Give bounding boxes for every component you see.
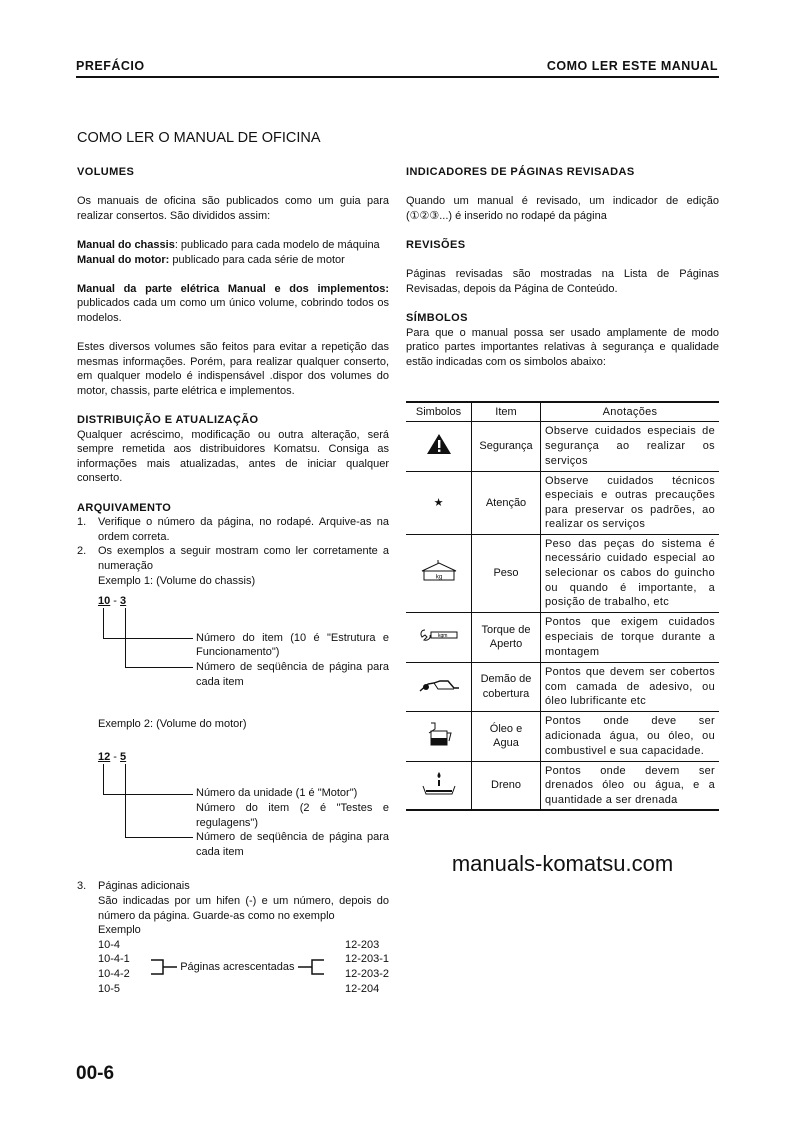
item-cell: Dreno (472, 761, 541, 810)
eletrica-text: publicados cada um como um único volume, cobrindo todos os modelos. (77, 297, 389, 324)
item-3-example: Exemplo (98, 924, 141, 937)
left-column (77, 165, 389, 996)
note-cell: Peso das peças do sistema é necessário cuidado especial ao selecionar os cabos do guincho ou quando é importante, a posição de trabalho, etc (541, 534, 720, 612)
table-row (406, 761, 719, 810)
example-2-seq: 5 (120, 750, 127, 763)
example-2-number (98, 750, 389, 765)
example-1-item: 10 (98, 595, 111, 608)
simbolos-heading: SÍMBOLOS (406, 311, 468, 324)
header-section: PREFÁCIO (76, 59, 145, 73)
example-1-label-1: Número do item (10 é "Estrutura e Funcionamento") (196, 631, 389, 659)
connector-line (125, 837, 193, 838)
example-2-unit: 12 (98, 750, 111, 763)
symbols-table (406, 401, 719, 811)
example-1-number (98, 594, 389, 609)
list-item-1 (77, 515, 389, 544)
sep: - (110, 595, 121, 608)
item-cell: Demão de cobertura (472, 662, 541, 711)
volumes-outro: Estes diversos volumes são feitos para evitar a repetição das mesmas informações. Porém, para realizar qualquer conserto, em qualquer modelo é indispensável .dispor dos volumes do motor, chassis, parte elétrica e implementos. (77, 341, 389, 397)
chassis-paragraph (77, 238, 389, 253)
drain-icon (421, 770, 457, 796)
revisoes-text: Páginas revisadas são mostradas na Lista de Páginas Revisadas, depois da Página de Conteúdo. (406, 268, 719, 295)
motor-text: publicado para cada série de motor (169, 253, 345, 266)
table-row (406, 534, 719, 612)
pages-right-list (345, 938, 389, 996)
torque-wrench-icon (419, 628, 459, 642)
chassis-text: : publicado para cada modelo de máquina (174, 238, 380, 251)
header-chapter: COMO LER ESTE MANUAL (546, 59, 718, 73)
table-row (406, 471, 719, 534)
connector-line (103, 638, 193, 639)
bracket-left-icon (151, 957, 177, 977)
item-text: Verifique o número da página, no rodapé. Arquive-as na ordem correta. (98, 516, 389, 543)
connector-line (103, 794, 193, 795)
page-title: COMO LER O MANUAL DE OFICINA (77, 130, 321, 146)
item-number: 3. (77, 880, 87, 893)
pages-left-list (98, 938, 130, 996)
item-cell: Óleo e Agua (472, 711, 541, 761)
weight-icon-text: kg (435, 574, 442, 581)
sep: - (110, 750, 121, 763)
page-number: 12-204 (344, 982, 380, 995)
example-1-label-2: Número de seqüência de página para cada item (196, 661, 389, 688)
pages-example (98, 938, 389, 996)
note-cell: Observe cuidados especiais de segurança ao realizar os serviços (541, 421, 720, 471)
column-header: Item (472, 402, 541, 421)
item-cell: Segurança (472, 421, 541, 471)
note-cell: Pontos onde devem ser drenados óleo ou água, e a quantidade a ser drenada (541, 761, 720, 810)
table-header-row (406, 402, 719, 421)
motor-paragraph (77, 253, 389, 268)
pages-bracket (130, 957, 345, 977)
watermark: manuals-komatsu.com (451, 851, 674, 877)
item-number: 2. (77, 545, 87, 558)
distribuicao-text: Qualquer acréscimo, modificação ou outra alteração, será sempre remetida aos distribuidores Komatsu. Consiga as informações mais atualizadas, antes de iniciar qualquer conserto. (77, 428, 389, 485)
page-number: 12-203 (344, 938, 380, 951)
column-header: Anotações (541, 402, 720, 421)
warning-icon (426, 433, 452, 455)
distribuicao-heading: DISTRIBUIÇÃO E ATUALIZAÇÃO (77, 414, 259, 427)
example-2-label-2: Número do item (2 é "Testes e regulagens") (196, 801, 389, 829)
item-cell: Peso (472, 534, 541, 612)
example-2-labels (196, 764, 389, 859)
right-column (406, 165, 719, 877)
chassis-label: Manual do chassis (77, 238, 175, 251)
revisoes-heading: REVISÕES (406, 238, 466, 251)
indicadores-text: Quando um manual é revisado, um indicador de edição (①②③...) é inserido no rodapé da página (406, 195, 719, 222)
page-number: 00-6 (76, 1063, 115, 1084)
item-3-title: Páginas adicionais (98, 880, 190, 893)
motor-label: Manual do motor: (77, 253, 170, 266)
table-row (406, 612, 719, 662)
star-icon: ★ (433, 496, 444, 509)
item-text: Os exemplos a seguir mostram como ler corretamente a numeração (98, 545, 389, 573)
example-2-label-1: Número da unidade (1 é "Motor") (196, 787, 358, 800)
coating-icon (418, 677, 460, 693)
pages-added-label: Páginas acrescentadas (180, 960, 295, 973)
arquivamento-heading: ARQUIVAMENTO (77, 501, 172, 514)
weight-icon (421, 560, 457, 582)
note-cell: Pontos que devem ser cobertos com camada de adesivo, ou óleo lubrificante etc (541, 662, 720, 711)
note-cell: Observe cuidados técnicos especiais e outras precauções para preservar os padrões, ao realizar os serviços (541, 471, 720, 534)
example-2-label-3: Número de seqüência de página para cada item (196, 831, 389, 858)
volumes-intro: Os manuais de oficina são publicados como um guia para realizar consertos. São divididos assim: (77, 195, 389, 222)
connector-line (125, 608, 126, 667)
connector-line (103, 608, 104, 638)
torque-icon-text: kgm (437, 633, 447, 640)
header-rule (76, 76, 719, 78)
column-header: Simbolos (406, 402, 472, 421)
page-number: 10-4-2 (98, 967, 130, 980)
page-number: 12-203-1 (344, 953, 389, 966)
table-row (406, 711, 719, 761)
list-item-2 (77, 544, 389, 573)
table-row (406, 662, 719, 711)
connector-line (125, 667, 193, 668)
table-row (406, 421, 719, 471)
eletrica-label: Manual da parte elétrica Manual e dos implementos: (77, 282, 389, 295)
example-2-label: Exemplo 2: (Volume do motor) (98, 718, 247, 731)
eletrica-paragraph (77, 282, 389, 326)
example-1-seq: 3 (120, 595, 127, 608)
bracket-right-icon (298, 957, 324, 977)
simbolos-text: Para que o manual possa ser usado amplamente de modo pratico partes importantes relativas à segurança e qualidade estão indicadas com os simbolos abaixo: (406, 326, 719, 368)
list-item-3 (77, 879, 389, 937)
example-2-diagram (98, 750, 389, 860)
page-number: 10-4 (98, 938, 121, 951)
page-number: 12-203-2 (344, 967, 389, 980)
example-1-diagram (98, 594, 389, 689)
note-cell: Pontos que exigem cuidados especiais de torque durante a montagem (541, 612, 720, 662)
example-1-labels (196, 609, 389, 689)
item-cell: Torque de Aperto (472, 612, 541, 662)
volumes-heading: VOLUMES (77, 166, 135, 178)
page-number: 10-5 (98, 982, 121, 995)
item-cell: Atenção (472, 471, 541, 534)
item-3-text: São indicadas por um hifen (-) e um número, depois do número da página. Guarde-as como no exemplo (98, 894, 389, 922)
indicadores-heading: INDICADORES DE PÁGINAS REVISADAS (406, 166, 635, 178)
item-number: 1. (77, 516, 87, 529)
connector-line (125, 764, 126, 837)
page-number: 10-4-1 (98, 953, 130, 966)
example-1-label: Exemplo 1: (Volume do chassis) (98, 574, 256, 587)
note-cell: Pontos onde deve ser adicionada água, ou óleo, ou combustivel e sua capacidade. (541, 711, 720, 761)
connector-line (103, 764, 104, 794)
oil-water-icon (425, 721, 453, 747)
